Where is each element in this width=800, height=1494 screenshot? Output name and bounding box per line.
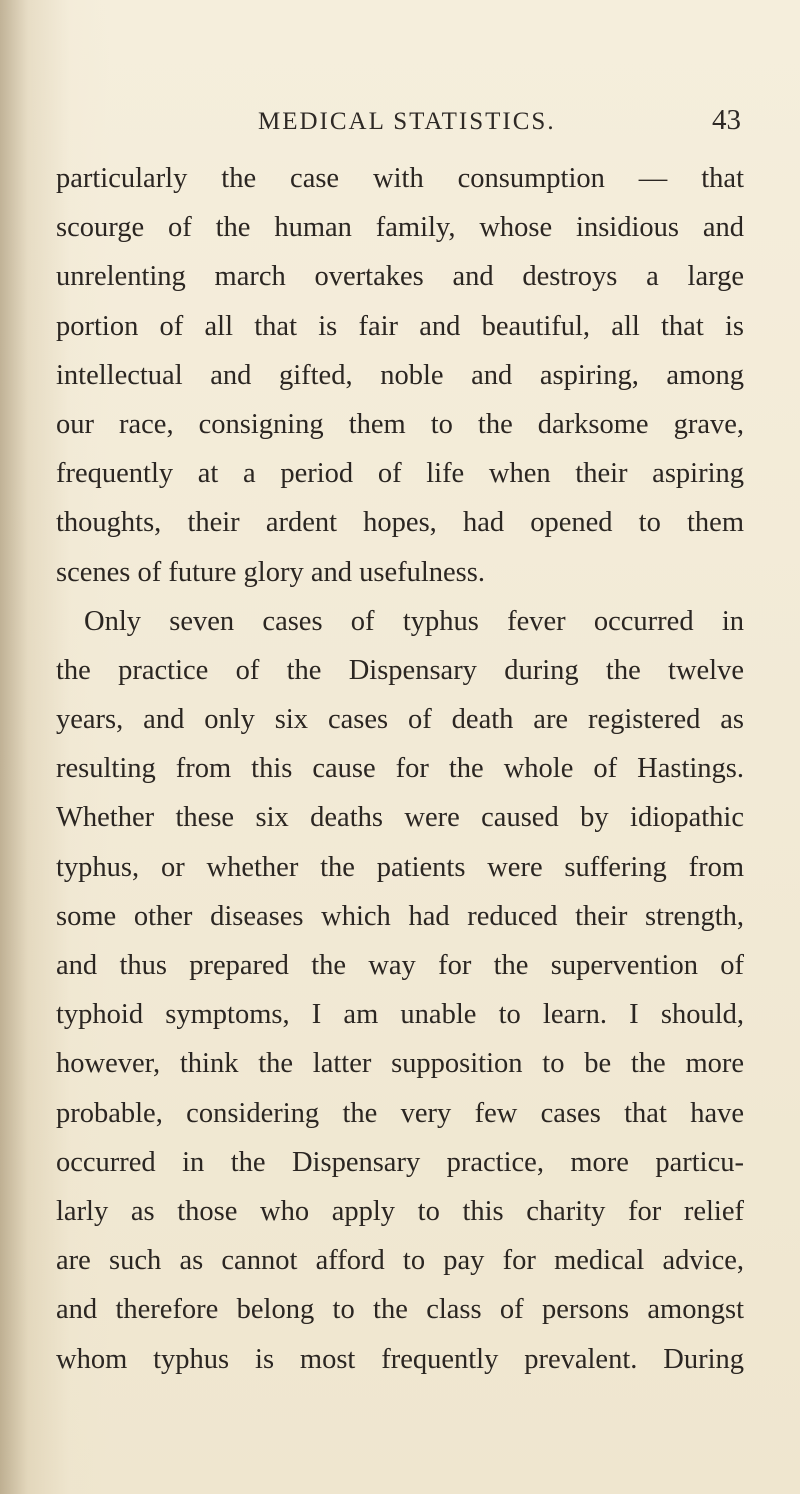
text-line: occurred in the Dispensary practice, more particu- <box>56 1146 744 1178</box>
text-line: our race, consigning them to the darksome grave, <box>56 408 744 440</box>
text-line: and therefore belong to the class of persons amongst <box>56 1294 744 1326</box>
text-line: thoughts, their ardent hopes, had opened to them <box>56 507 744 539</box>
text-line: typhus, or whether the patients were suffering from <box>56 851 744 883</box>
text-line: portion of all that is fair and beautiful, all that is <box>56 310 744 342</box>
text-line: and thus prepared the way for the supervention of <box>56 950 744 981</box>
text-line: whom typhus is most frequently prevalent. During <box>56 1343 744 1375</box>
page-number: 43 <box>712 104 741 136</box>
text-line: the practice of the Dispensary during the twelve <box>56 654 744 686</box>
text-line: some other diseases which had reduced their strength, <box>56 900 744 932</box>
page-header <box>0 104 800 148</box>
text-line: particularly the case with consumption — that <box>56 163 744 194</box>
text-line: frequently at a period of life when their aspiring <box>56 458 744 490</box>
paragraph-end-line: scenes of future glory and usefulness. <box>56 556 485 588</box>
text-line: larly as those who apply to this charity for relief <box>56 1195 744 1227</box>
body-text <box>56 154 744 1384</box>
text-line: years, and only six cases of death are registered as <box>56 704 744 736</box>
text-line: intellectual and gifted, noble and aspiring, among <box>56 359 744 391</box>
text-line: scourge of the human family, whose insidious and <box>56 212 744 244</box>
running-head: MEDICAL STATISTICS. <box>258 108 556 135</box>
text-line: resulting from this cause for the whole of Hastings. <box>56 753 744 785</box>
text-line: are such as cannot afford to pay for medical advice, <box>56 1245 744 1277</box>
paragraph-start-line: Only seven cases of typhus fever occurred in <box>84 605 744 637</box>
text-line: however, think the latter supposition to be the more <box>56 1048 744 1080</box>
text-line: typhoid symptoms, I am unable to learn. I should, <box>56 999 744 1031</box>
text-line: Whether these six deaths were caused by idiopathic <box>56 802 744 834</box>
text-line: unrelenting march overtakes and destroys a large <box>56 261 744 293</box>
text-line: probable, considering the very few cases that have <box>56 1097 744 1129</box>
